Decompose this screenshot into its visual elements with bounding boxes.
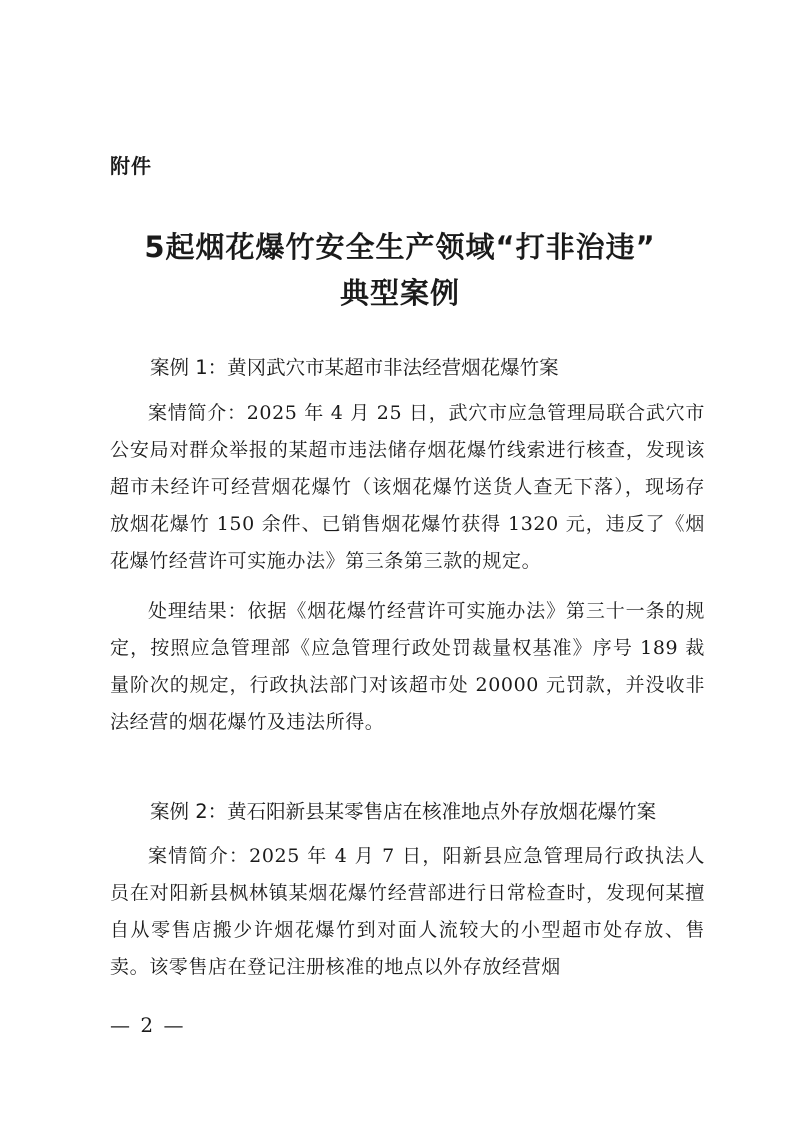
title-line-1: 5起烟花爆竹安全生产领域“打非治违”	[144, 230, 656, 264]
case-1-summary: 案情简介：2025 年 4 月 25 日，武穴市应急管理局联合武穴市公安局对群众举报的某超市违法储存烟花爆竹线索进行核查，发现该超市未经许可经营烟花爆竹（该烟花爆竹送货人查无下落），现场存放烟花爆竹 150 余件、已销售烟花爆竹获得 1320 元，违反了《烟花爆竹经营许可实施办法》第三条第三款的规定。	[110, 402, 705, 572]
case-2-heading: 案例 2：黄石阳新县某零售店在核准地点外存放烟花爆竹案	[150, 800, 657, 823]
attachment-label: 附件	[110, 154, 152, 178]
document-title	[110, 224, 690, 316]
case-1-heading: 案例 1：黄冈武穴市某超市非法经营烟花爆竹案	[150, 356, 559, 379]
case-1-result: 处理结果：依据《烟花爆竹经营许可实施办法》第三十一条的规定，按照应急管理部《应急管理行政处罚裁量权基准》序号 189 裁量阶次的规定，行政执法部门对该超市处 20000 元罚款，并没收非法经营的烟花爆竹及违法所得。	[110, 600, 705, 733]
title-line-2: 典型案例	[339, 276, 460, 310]
page-number: — 2 —	[110, 1013, 186, 1037]
case-2-summary: 案情简介：2025 年 4 月 7 日，阳新县应急管理局行政执法人员在对阳新县枫林镇某烟花爆竹经营部进行日常检查时，发现何某擅自从零售店搬少许烟花爆竹到对面人流较大的小型超市处存放、售卖。该零售店在登记注册核准的地点以外存放经营烟	[110, 845, 705, 978]
